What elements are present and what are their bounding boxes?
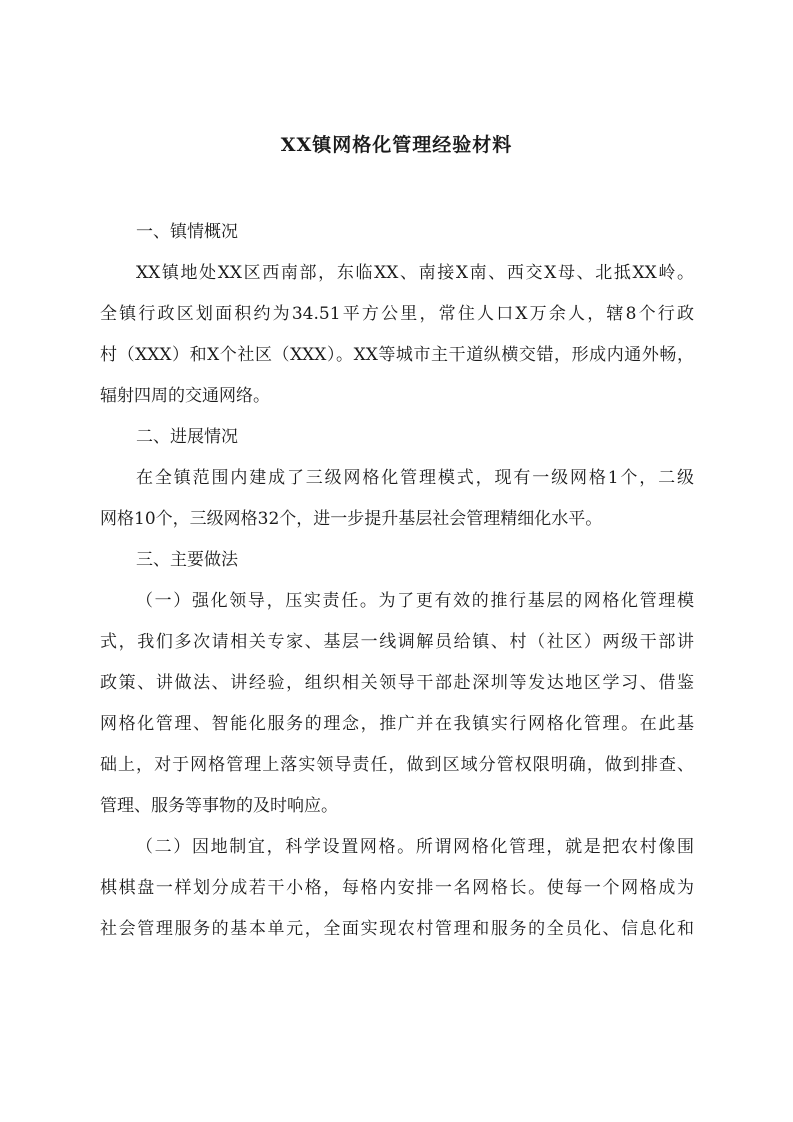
paragraph-line: 全镇行政区划面积约为34.51平方公里，常住人口X万余人，辖8个行政 xyxy=(100,304,694,324)
paragraph-line: （二）因地制宜，科学设置网格。所谓网格化管理，就是把农村像围 xyxy=(136,837,694,857)
paragraph-line: 村（XXX）和X个社区（XXX）。XX等城市主干道纵横交错，形成内通外畅， xyxy=(100,345,694,365)
paragraph-line: 在全镇范围内建成了三级网格化管理模式，现有一级网格1个，二级 xyxy=(136,468,694,488)
paragraph-line: 网格10个，三级网格32个，进一步提升基层社会管理精细化水平。 xyxy=(100,509,603,529)
paragraph-line: 棋棋盘一样划分成若干小格，每格内安排一名网格长。使每一个网格成为 xyxy=(100,878,694,898)
document-body xyxy=(100,212,694,950)
paragraph-line: 网格化管理、智能化服务的理念，推广并在我镇实行网格化管理。在此基 xyxy=(100,714,694,734)
paragraph-line: 础上，对于网格管理上落实领导责任，做到区域分管权限明确，做到排查、 xyxy=(100,755,694,775)
paragraph-line: （一）强化领导，压实责任。为了更有效的推行基层的网格化管理模 xyxy=(136,591,694,611)
paragraph-line: 管理、服务等事物的及时响应。 xyxy=(100,796,338,816)
section-heading: 三、主要做法 xyxy=(136,550,238,570)
paragraph-line: 政策、讲做法、讲经验，组织相关领导干部赴深圳等发达地区学习、借鉴 xyxy=(100,673,694,693)
section-heading: 二、进展情况 xyxy=(136,427,238,447)
document-title: XX镇网格化管理经验材料 xyxy=(280,134,513,156)
paragraph-line: XX镇地处XX区西南部，东临XX、南接X南、西交X母、北抵XX岭。 xyxy=(136,263,694,283)
section-heading: 一、镇情概况 xyxy=(136,222,238,242)
paragraph-line: 辐射四周的交通网络。 xyxy=(100,386,270,406)
paragraph-line: 式，我们多次请相关专家、基层一线调解员给镇、村（社区）两级干部讲 xyxy=(100,632,694,652)
paragraph-line: 社会管理服务的基本单元，全面实现农村管理和服务的全员化、信息化和 xyxy=(100,919,694,939)
